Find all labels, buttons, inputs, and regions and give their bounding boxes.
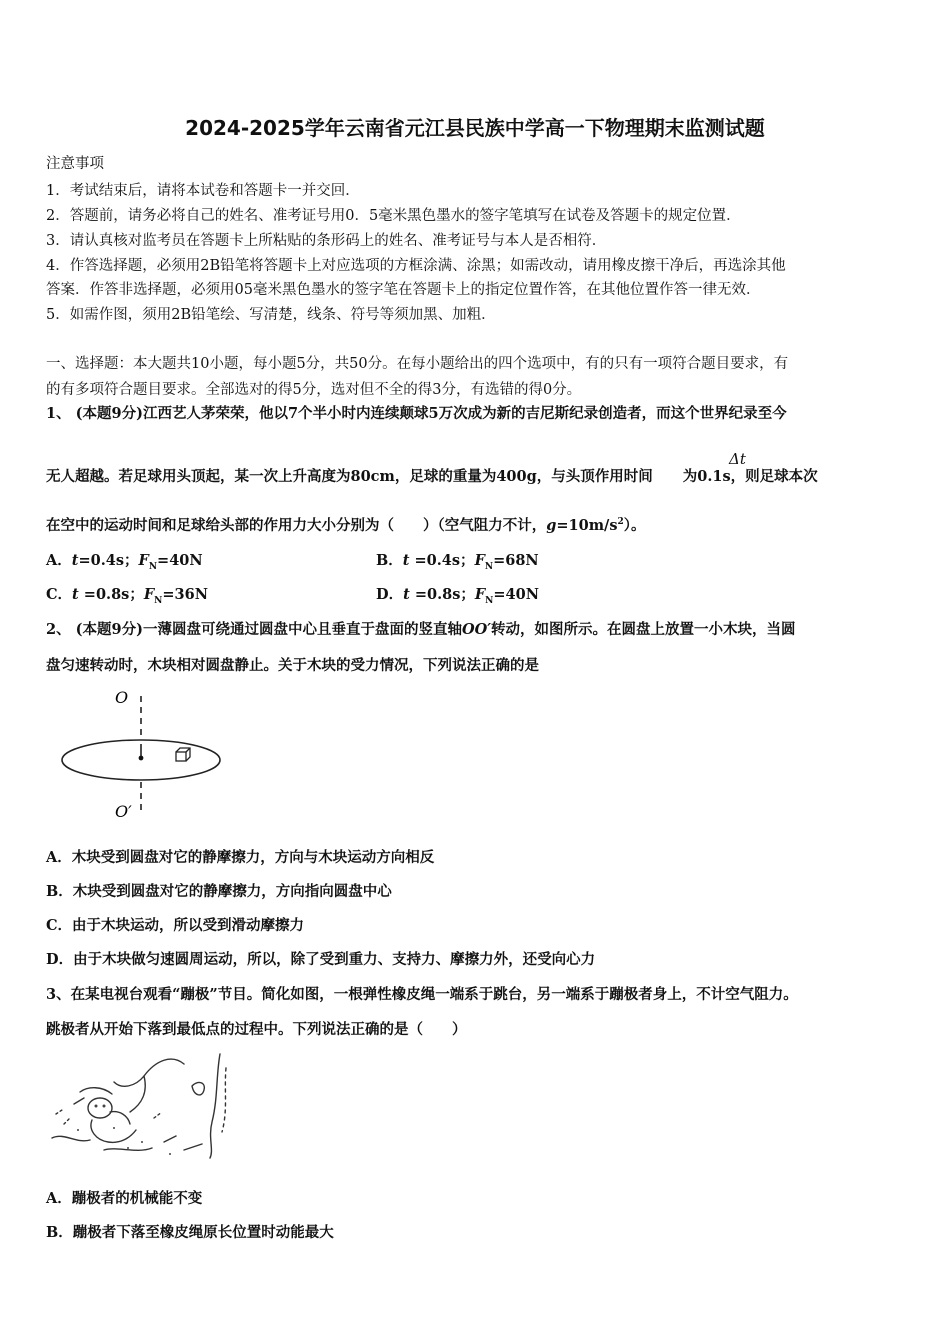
force-value: =68N bbox=[493, 552, 539, 569]
force-subscript: N bbox=[148, 561, 158, 572]
exponent: 2 bbox=[617, 517, 624, 528]
section-instructions: 一、选择题：本大题共10小题，每小题5分，共50分。在每小题给出的四个选项中，有的只有一项符合题目要求，有 bbox=[46, 356, 789, 372]
q3-option-b[interactable]: B．蹦极者下落至橡皮绳原长位置时动能最大 bbox=[46, 1224, 334, 1241]
notice-item: 4．作答选择题，必须用2B铅笔将答题卡上对应选项的方框涂满、涂黑；如需改动，请用橡皮擦干净后，再选涂其他 bbox=[46, 258, 786, 274]
force-symbol: F bbox=[474, 552, 485, 569]
option-letter: A． bbox=[46, 552, 72, 569]
q3-stem: 跳极者从开始下落到最低点的过程中。下列说法正确的是（ ） bbox=[46, 1021, 467, 1038]
axis-label: OO′ bbox=[461, 621, 492, 638]
notice-item: 答案．作答非选择题，必须用05毫米黑色墨水的签字笔在答题卡上的指定位置作答，在其他位置作答一律无效． bbox=[46, 282, 761, 298]
wood-block bbox=[176, 748, 190, 761]
force-subscript: N bbox=[154, 595, 163, 606]
force-subscript: N bbox=[484, 561, 494, 572]
notice-heading: 注意事项 bbox=[46, 156, 104, 172]
q2-option-b[interactable]: B．木块受到圆盘对它的静摩擦力，方向指向圆盘中心 bbox=[46, 883, 392, 900]
q3-option-a[interactable]: A．蹦极者的机械能不变 bbox=[46, 1190, 203, 1207]
notice-item: 2．答题前，请务必将自己的姓名、准考证号用0．5毫米黑色墨水的签字笔填写在试卷及答题卡的规定位置． bbox=[46, 208, 741, 224]
q3-stem: 3、在某电视台观看“蹦极”节目。简化如图，一根弹性橡皮绳一端系于跳台，另一端系于蹦极者身上，不计空气阻力。 bbox=[46, 986, 798, 1003]
gravity-symbol: g bbox=[546, 517, 557, 534]
force-symbol: F bbox=[474, 586, 486, 603]
option-letter: B． bbox=[376, 552, 403, 569]
time-value: =0.4s； bbox=[78, 552, 139, 569]
delta-t-symbol: Δt bbox=[729, 450, 746, 468]
q2-stem-part: 2、 (本题9分)一薄圆盘可绕通过圆盘中心且垂直于盘面的竖直轴 bbox=[46, 621, 462, 638]
time-symbol: t bbox=[71, 552, 79, 569]
time-value: =0.4s； bbox=[409, 552, 475, 569]
q1-stem: 1、 (本题9分)江西艺人茅荣荣，他以7个半小时内连续颠球5万次成为新的吉尼斯纪录创造者，而这个世界纪录至今 bbox=[46, 405, 787, 422]
q1-stem-part: =10m/s bbox=[556, 517, 618, 534]
force-value: =40N bbox=[157, 552, 203, 569]
time-symbol: t bbox=[403, 586, 410, 603]
time-symbol: t bbox=[402, 552, 410, 569]
force-value: =40N bbox=[493, 586, 539, 603]
force-symbol: F bbox=[138, 552, 149, 569]
section-instructions: 的有多项符合题目要求。全部选对的得5分，选对但不全的得3分，有选错的得0分。 bbox=[46, 382, 582, 398]
axis-top-label: O bbox=[115, 688, 129, 707]
axis-bottom-label: O′ bbox=[115, 802, 132, 821]
q1-option-a[interactable] bbox=[46, 549, 203, 572]
force-symbol: F bbox=[143, 586, 155, 603]
time-value: =0.8s； bbox=[78, 586, 144, 603]
q1-option-d[interactable] bbox=[376, 583, 539, 606]
time-symbol: t bbox=[72, 586, 79, 603]
q2-stem: 盘匀速转动时，木块相对圆盘静止。关于木块的受力情况，下列说法正确的是 bbox=[46, 657, 539, 674]
q1-option-b[interactable] bbox=[376, 549, 539, 572]
q1-stem-part: 无人超越。若足球用头顶起，某一次上升高度为80cm，足球的重量为400g，与头顶作用时间 bbox=[46, 468, 653, 485]
q2-option-d[interactable]: D．由于木块做匀速圆周运动，所以，除了受到重力、支持力、摩擦力外，还受向心力 bbox=[46, 951, 596, 968]
option-letter: C． bbox=[46, 586, 73, 603]
sketch-strokes bbox=[52, 1054, 226, 1158]
rotating-disk-figure bbox=[55, 682, 235, 822]
q1-stem-part: 为0.1s，则足球本次 bbox=[682, 468, 818, 485]
q1-option-c[interactable] bbox=[46, 583, 208, 606]
q1-stem bbox=[46, 514, 646, 535]
bungee-jumper-figure bbox=[44, 1046, 234, 1161]
q2-option-c[interactable]: C．由于木块运动，所以受到滑动摩擦力 bbox=[46, 917, 305, 934]
notice-item: 5．如需作图，须用2B铅笔绘、写清楚，线条、符号等须加黑、加粗． bbox=[46, 307, 496, 323]
q2-option-a[interactable]: A．木块受到圆盘对它的静摩擦力，方向与木块运动方向相反 bbox=[46, 849, 435, 866]
q1-stem-part: 在空中的运动时间和足球给头部的作用力大小分别为（ ）（空气阻力不计， bbox=[46, 517, 547, 534]
page-title: 2024-2025学年云南省元江县民族中学高一下物理期末监测试题 bbox=[185, 116, 765, 140]
notice-item: 3．请认真核对监考员在答题卡上所粘贴的条形码上的姓名、准考证号与本人是否相符． bbox=[46, 233, 607, 249]
q2-stem-part: 转动，如图所示。在圆盘上放置一小木块，当圆 bbox=[491, 621, 796, 638]
q2-stem bbox=[46, 618, 796, 639]
q1-stem bbox=[46, 465, 818, 486]
q1-stem-part: ）。 bbox=[623, 517, 646, 534]
notice-item: 1．考试结束后，请将本试卷和答题卡一并交回． bbox=[46, 183, 360, 199]
time-value: =0.8s； bbox=[409, 586, 475, 603]
disk-center-dot bbox=[139, 756, 144, 761]
option-letter: D． bbox=[376, 586, 404, 603]
force-value: =36N bbox=[162, 586, 208, 603]
force-subscript: N bbox=[485, 595, 494, 606]
